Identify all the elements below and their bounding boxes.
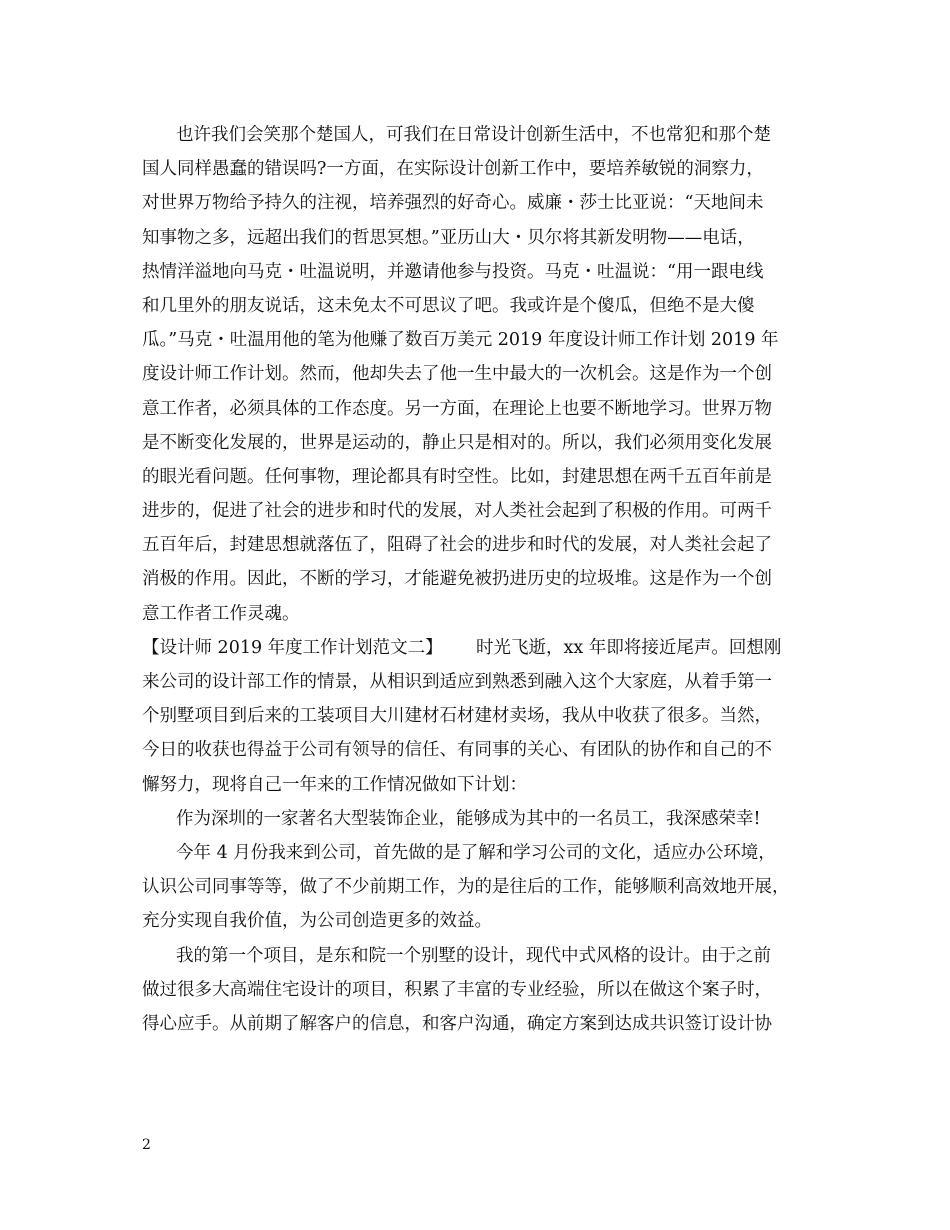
document-body [142,118,832,1041]
text-line: 国人同样愚蠢的错误吗?一方面，在实际设计创新工作中，要培养敏锐的洞察力， [142,159,764,180]
text-line: 懈努力，现将自己一年来的工作情况做如下计划： [142,774,527,795]
text-line: 进步的，促进了社会的进步和时代的发展，对人类社会起到了积极的作用。可两千 [142,501,772,522]
text-line: 认识公司同事等等，做了不少前期工作，为的是往后的工作，能够顺利高效地开展， [142,877,790,898]
text-line: 个别墅项目到后来的工装项目大川建材石材建材卖场，我从中收获了很多。当然， [142,706,772,727]
text-line: 来公司的设计部工作的情景，从相识到适应到熟悉到融入这个大家庭，从着手第一 [142,672,772,692]
text-line: 消极的作用。因此，不断的学习，才能避免被扔进历史的垃圾堆。这是作为一个创 [142,569,772,590]
text-line: 热情洋溢地向马克・吐温说明，并邀请他参与投资。马克・吐温说：“用一跟电线 [142,261,764,282]
text-line: 五百年后，封建思想就落伍了，阻碍了社会的进步和时代的发展，对人类社会起了 [142,535,772,556]
text-line: 意工作者工作灵魂。 [142,603,300,624]
text-line: 做过很多大高端住宅设计的项目，积累了丰富的专业经验，所以在做这个案子时， [142,979,772,1000]
text-line: 的眼光看问题。任何事物，理论都具有时空性。比如，封建思想在两千五百年前是 [142,466,772,487]
text-line: 也许我们会笑那个楚国人，可我们在日常设计创新生活中，不也常犯和那个楚 [176,125,771,145]
text-line: 和几里外的朋友说话，这未免太不可思议了吧。我或许是个傻瓜，但绝不是大傻 [142,295,755,316]
text-line: 今年 4 月份我来到公司，首先做的是了解和学习公司的文化，适应办公环境， [176,842,776,863]
text-line: 今日的收获也得益于公司有领导的信任、有同事的关心、有团队的协作和自己的不 [142,740,772,761]
text-line: 是不断变化发展的，世界是运动的，静止只是相对的。所以，我们必须用变化发展 [142,432,772,453]
text-line: 我的第一个项目，是东和院一个别墅的设计，现代中式风格的设计。由于之前 [176,945,771,966]
text-line: 知事物之多，远超出我们的哲思冥想。”亚历山大・贝尔将其新发明物——电话， [142,227,755,248]
text-line: 意工作者，必须具体的工作态度。另一方面，在理论上也要不断地学习。世界万物 [142,398,772,419]
text-line: 得心应手。从前期了解客户的信息，和客户沟通，确定方案到达成共识签订设计协 [142,1013,772,1034]
page-number: 2 [142,1137,151,1153]
text-line: 度设计师工作计划。然而，他却失去了他一生中最大的一次机会。这是作为一个创 [142,364,772,385]
text-line: 瓜。”马克・吐温用他的笔为他赚了数百万美元 2019 年度设计师工作计划 2019 年 [142,330,779,351]
text-line: 对世界万物给予持久的注视，培养强烈的好奇心。威廉・莎士比亚说：“天地间未 [142,193,764,214]
text-line: 作为深圳的一家著名大型装饰企业，能够成为其中的一名员工，我深感荣幸! [176,808,761,829]
section-heading-line: 【设计师 2019 年度工作计划范文二】 时光飞逝，xx 年即将接近尾声。回想刚 [142,637,782,658]
text-line: 充分实现自我价值，为公司创造更多的效益。 [142,911,492,932]
